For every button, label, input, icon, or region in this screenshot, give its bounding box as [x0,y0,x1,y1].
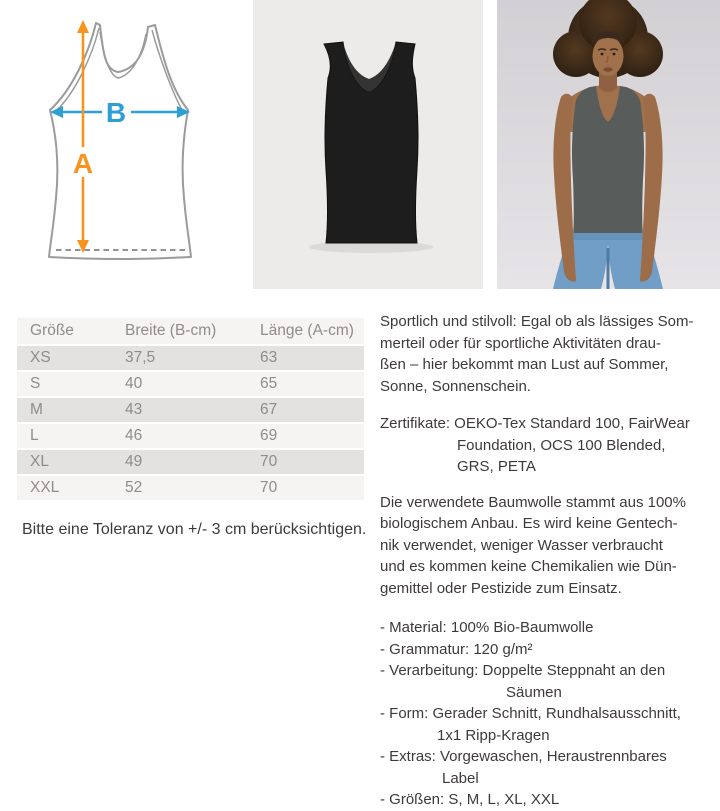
list-item: - Extras: Vorgewaschen, Heraustrennbares [380,748,667,765]
size-cell: XXL [17,474,125,500]
breite-cell: 43 [125,396,260,422]
cotton-paragraph: Die verwendete Baumwolle stammt aus 100% biologischem Anbau. Es wird keine Gentech- nik verwendet, weniger Wasser verbraucht und es kommen keine Chemikalien wie Dün- gemittel oder Pestizide zum Einsatz. [380,493,686,597]
model-photo[interactable] [497,0,720,289]
size-diagram-image[interactable] [4,8,236,290]
model-head [553,0,663,92]
breite-cell: 52 [125,474,260,500]
breite-cell: 46 [125,422,260,448]
model-body [553,85,663,289]
column-header-laenge: Länge (A-cm) [260,322,354,339]
list-item: - Material: 100% Bio-Baumwolle [380,619,594,636]
breite-cell: 40 [125,370,260,396]
model-illustration [497,0,720,289]
diagram-label-a: A [72,148,94,179]
table-row [17,370,364,396]
table-row [17,474,364,500]
tolerance-note: Bitte eine Toleranz von +/- 3 cm berücksichtigen. [22,521,367,538]
breite-cell: 37,5 [125,344,260,370]
laenge-cell: 69 [260,422,364,448]
list-item: - Grammatur: 120 g/m² [380,640,533,658]
laenge-cell: 70 [260,448,364,474]
size-cell: XS [17,344,125,370]
laenge-cell: 65 [260,370,364,396]
product-photo-black-tank[interactable] [253,0,483,289]
list-item-continuation: Label [442,769,479,787]
laenge-cell: 63 [260,344,364,370]
table-row [17,344,364,370]
size-table-header-row [17,318,364,344]
size-cell: L [17,422,125,448]
specs-list [380,617,718,811]
black-tank-top-icon [253,0,483,289]
product-description [380,311,718,811]
laenge-cell: 70 [260,474,364,500]
size-table [17,318,364,500]
tank-top-diagram [4,8,236,290]
laenge-cell: 67 [260,396,364,422]
tank-top-outline-icon [49,23,191,259]
certificates-paragraph: Zertifikate: OEKO-Tex Standard 100, FairWear Foundation, OCS 100 Blended, GRS, PETA [380,415,690,475]
column-header-breite: Breite (B-cm) [125,322,217,339]
list-item-continuation: Säumen [506,683,562,701]
breite-cell: 49 [125,448,260,474]
list-item: - Größen: S, M, L, XL, XXL [380,791,560,808]
size-cell: M [17,396,125,422]
intro-paragraph: Sportlich und stilvoll: Egal ob als lässiges Som- merteil oder für sportliche Aktivitäten drau- ßen – hier bekommt man Lust auf Sommer, Sonne, Sonnenschein. [380,313,694,395]
list-item: - Form: Gerader Schnitt, Rundhalsausschnitt, [380,705,681,722]
table-row [17,448,364,474]
table-row [17,422,364,448]
list-item-continuation: 1x1 Ripp-Kragen [437,726,550,744]
diagram-label-b: B [105,97,127,128]
list-item: - Verarbeitung: Doppelte Steppnaht an den [380,662,666,679]
size-cell: S [17,370,125,396]
size-cell: XL [17,448,125,474]
table-row [17,396,364,422]
column-header-groesse: Größe [30,322,74,339]
